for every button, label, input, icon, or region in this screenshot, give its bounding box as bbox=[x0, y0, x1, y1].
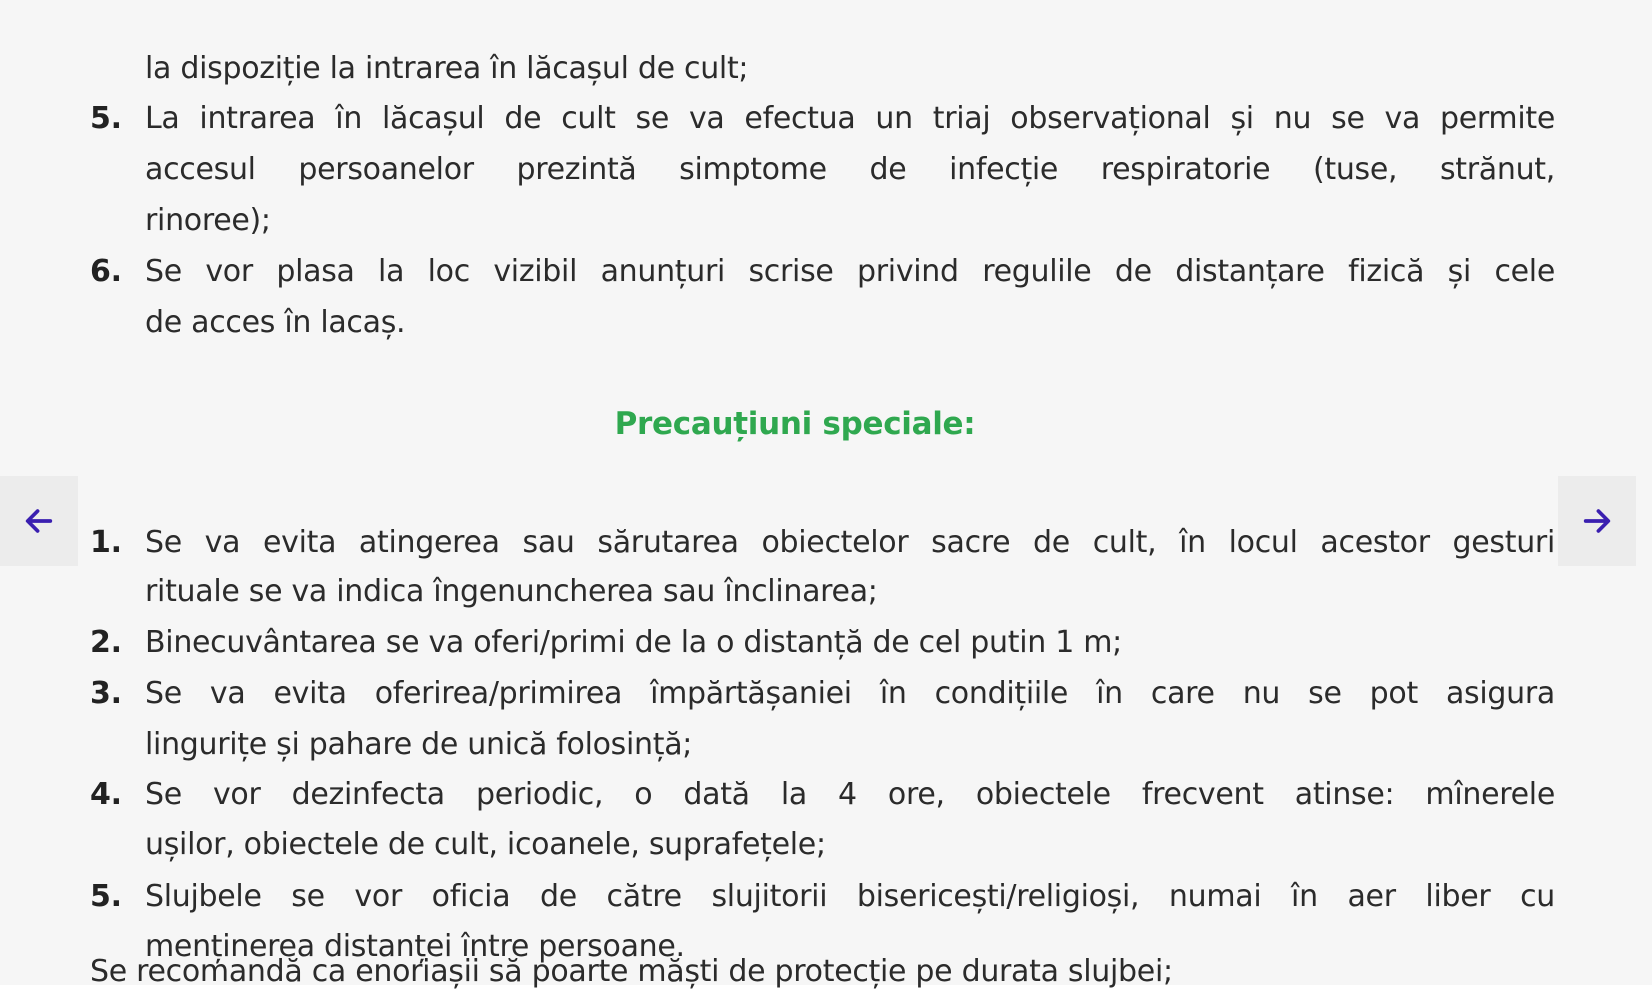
item-text: rinoree); bbox=[145, 203, 271, 238]
list-item-continuation bbox=[145, 49, 748, 89]
item-text: accesul persoanelor prezintă simptome de infecție respiratorie (tuse, strănut, bbox=[145, 152, 1555, 187]
previous-image-button[interactable] bbox=[0, 476, 78, 566]
item-text: lingurițe și pahare de unică folosință; bbox=[145, 727, 693, 762]
item-number: 5. bbox=[90, 879, 122, 914]
item-text: Se vor dezinfecta periodic, o dată la 4 ore, obiectele frecvent atinse: mînerele bbox=[145, 777, 1555, 812]
item-number: 2. bbox=[90, 625, 122, 660]
item-text: Se va evita atingerea sau sărutarea obiectelor sacre de cult, în locul acestor gesturi bbox=[145, 525, 1555, 560]
item-text: ușilor, obiectele de cult, icoanele, suprafețele; bbox=[145, 827, 826, 862]
item-text: Slujbele se vor oficia de către slujitorii bisericești/religioși, numai în aer liber cu bbox=[145, 879, 1555, 914]
item-text: Binecuvântarea se va oferi/primi de la o distanță de cel putin 1 m; bbox=[145, 625, 1122, 660]
item-text: Se recomandă ca enoriașii să poarte măști de protecție pe durata slujbei; bbox=[90, 954, 1173, 989]
item-text: La intrarea în lăcașul de cult se va efectua un triaj observațional și nu se va permite bbox=[145, 101, 1555, 136]
arrow-left-icon bbox=[22, 504, 56, 538]
arrow-right-icon bbox=[1580, 504, 1614, 538]
item-text: de acces în lacaș. bbox=[145, 305, 406, 340]
item-number: 4. bbox=[90, 777, 122, 812]
section-heading: Precauțiuni speciale: bbox=[614, 406, 976, 442]
item-number: 6. bbox=[90, 254, 122, 289]
item-text: rituale se va indica îngenuncherea sau înclinarea; bbox=[145, 574, 878, 609]
item-number: 1. bbox=[90, 525, 122, 560]
item-number: 5. bbox=[90, 101, 122, 136]
item-text: la dispoziție la intrarea în lăcașul de cult; bbox=[145, 51, 749, 86]
item-text: Se vor plasa la loc vizibil anunțuri scrise privind regulile de distanțare fizică și cele bbox=[145, 254, 1555, 289]
item-text: Se va evita oferirea/primirea împărtășaniei în condițiile în care nu se pot asigura bbox=[145, 676, 1555, 711]
item-number: 3. bbox=[90, 676, 122, 711]
next-image-button[interactable] bbox=[1558, 476, 1636, 566]
cut-off-line bbox=[90, 954, 1550, 996]
item-text: menținerea distanței între persoane. bbox=[145, 929, 685, 964]
